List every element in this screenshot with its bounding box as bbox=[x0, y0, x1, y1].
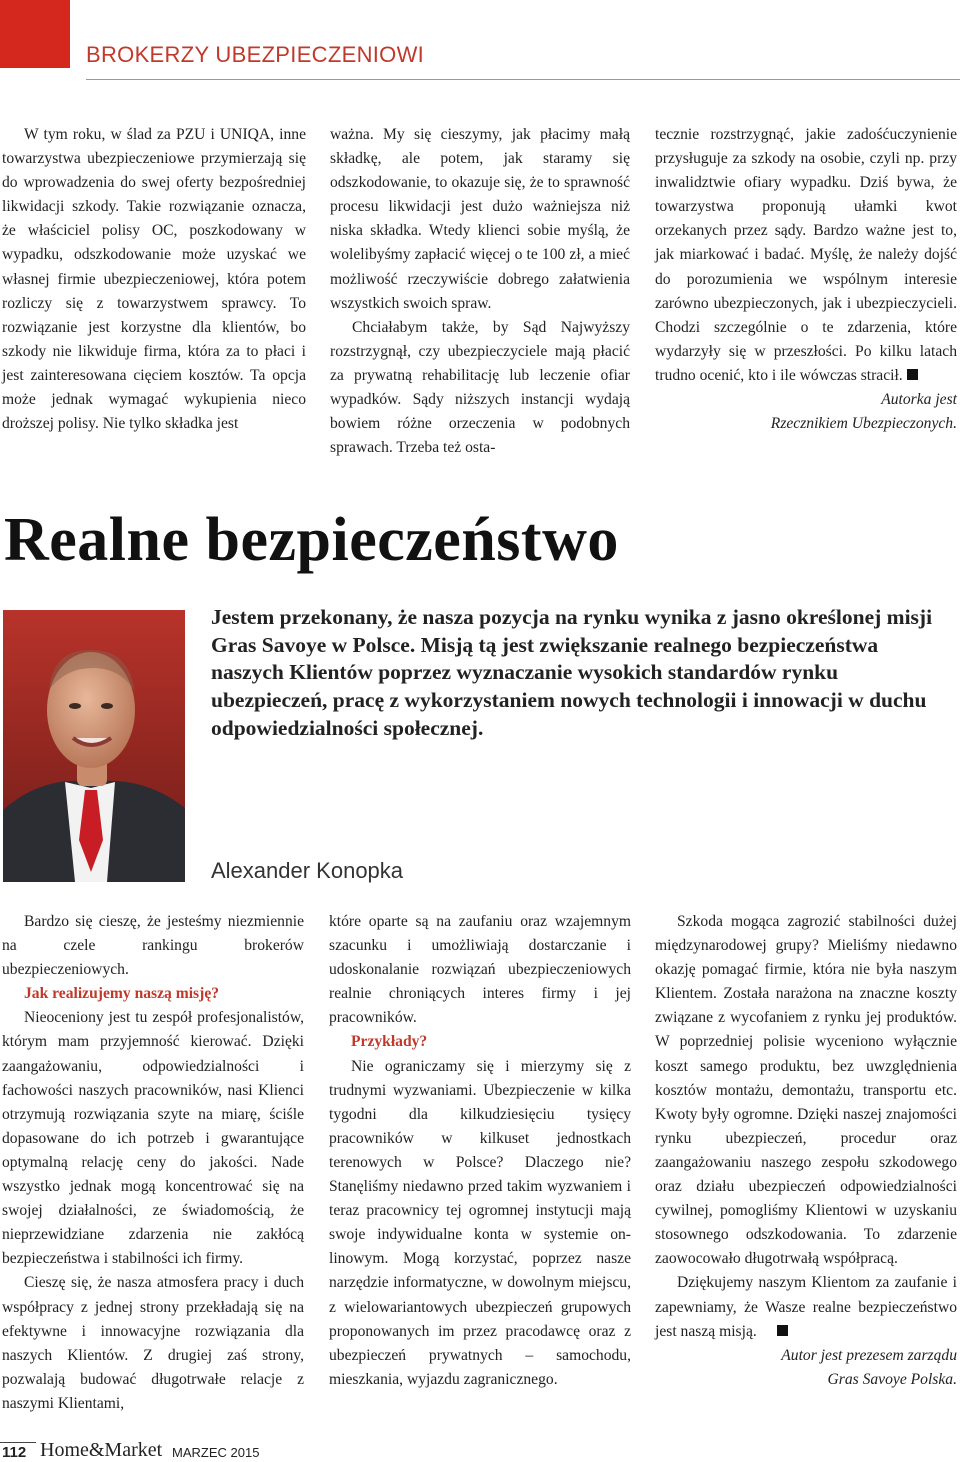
body-paragraph: Cieszę się, że nasza atmosfera pracy i duch współpracy z jednej strony przekładają się na efektywne i innowacyjne rozwiązania dla naszych Klientów. Z drugiej zaś strony, pozwalają budować długotrwałe relacje z naszymi Klientami, bbox=[2, 1274, 304, 1412]
page-number: 112 bbox=[2, 1444, 27, 1461]
footer-rule bbox=[0, 1442, 36, 1443]
top-col1-paragraph: W tym roku, w ślad za PZU i UNIQA, inne towarzystwa ubezpieczeniowe przymierzają się do wprowadzenia do swej oferty bezpośredniej likwidacji szkody. Takie rozwiązanie oznacza, że właściciel polisy OC, poszkodowany w wypadku, odszkodowanie może uzyskać we własnej firmie ubezpieczeniowej, która potem rozliczy się z towarzystwem sprawcy. To rozwiązanie jest korzystne dla klientów, bo szkody nie likwiduje firma, która za to płaci i jest zainteresowana cięciem kosztów. Ta opcja może jednak wymagać wykupienia nieco droższej polisy. Nie tylko składka jest bbox=[2, 126, 306, 433]
body-paragraph: Nieoceniony jest tu zespół profesjonalistów, którym mam przyjemność kierować. Dzięki zaangażowaniu, odpowiedzialności i fachowości naszych pracowników, nasi Klienci otrzymują rozwiązania szyte na miarę, ściśle dopasowane do ich potrzeb i gwarantujące optymalną relację ceny do jakości. Nade wszystko jednak mogą koncentrować się na swojej działalności, ze świadomością, że nieprzewidziane zdarzenia nie zakłócą bezpieczeństwa i stabilności ich firmy. bbox=[2, 1009, 304, 1268]
end-of-article-icon bbox=[907, 369, 918, 380]
body-paragraph: Nie ograniczamy się i mierzymy się z trudnymi wyzwaniami. Ubezpieczenie w kilka tygodni dla kilkudziesięciu tysięcy pracowników w kilkuset jednostkach terenowych w Polsce? Dlaczego nie? Stanęliśmy niedawno przed takim wyzwaniem i teraz pracownicy tej ogromnej instytucji mają swoje indywidualne konta w systemie on-linowym. Mogą korzystać, poprzez nasze narzędzie informatyczne, w dowolnym miejscu, z wielowariantowych ubezpieczeń grupowych proponowanych im przez pracodawcę oraz z ubezpieczeń prywatnych – samochodu, mieszkania, wyjazdu zagranicznego. bbox=[329, 1057, 631, 1388]
body-paragraph-last bbox=[655, 1271, 957, 1343]
top-column-3 bbox=[655, 123, 957, 436]
article-column-3 bbox=[655, 910, 957, 1392]
top-signature-2: Rzecznikiem Ubezpieczonych. bbox=[770, 415, 957, 433]
top-col3-paragraph bbox=[655, 123, 957, 388]
author-name: Alexander Konopka bbox=[211, 858, 404, 883]
article-headline: Realne bezpieczeństwo bbox=[4, 506, 619, 574]
issue-date: MARZEC 2015 bbox=[172, 1445, 260, 1460]
interview-question-2: Przykłady? bbox=[351, 1033, 428, 1051]
article-signature-2: Gras Savoye Polska. bbox=[827, 1370, 957, 1388]
top-col2-paragraph-1: ważna. My się cieszymy, jak płacimy małą składkę, ale potem, jak staramy się odszkodowanie, to okazuje się, że to sprawność procesu likwidacji jest dużo ważniejsza niż niska składka. Wtedy klienci sobie myślą, że wolelibyśmy zapłacić więcej o te 100 zł, a mieć możliwość rzeczywiście dobrego załatwienia wszystkich swoich spraw. bbox=[330, 126, 630, 312]
article-lead: Jestem przekonany, że nasza pozycja na rynku wynika z jasno określonej misji Gras Savoye w Polsce. Misją tą jest zwiększanie realnego bezpieczeństwa naszych Klientów poprzez wyznaczanie wysokich standardów rynku ubezpieczeń, pracę z wykorzystaniem nowych technologii i innowacji w duchu odpowiedzialności społecznej. bbox=[211, 605, 933, 740]
article-column-2 bbox=[329, 910, 631, 1392]
body-paragraph: Bardzo się cieszę, że jesteśmy niezmiennie na czele rankingu brokerów ubezpieczeniowych. bbox=[2, 913, 304, 979]
article-signature-1: Autor jest prezesem zarządu bbox=[781, 1346, 957, 1364]
section-label: BROKERZY UBEZPIECZENIOWI bbox=[86, 42, 425, 67]
top-column-2 bbox=[330, 123, 630, 460]
end-of-article-icon bbox=[777, 1325, 788, 1336]
author-photo bbox=[3, 610, 185, 882]
top-col3-text: tecznie rozstrzygnąć, jakie zadośćuczynienie przysługuje za szkody na osobie, czyli np. przy inwalidztwie ofiary wypadku. Dziś bywa, że towarzystwa proponują ułamki kwot orzekanych przez sądy. Bardzo ważne jest to, jak miarkować i badać. Myślę, że należy dojść do porozumienia we wspólnym interesie zarówno ubezpieczonych, jak i ubezpieczycieli. Chodzi szczególnie o te zdarzenia, które wydarzyły się w przeszłości. Po kilku latach trudno ocenić, kto i ile wówczas stracił. bbox=[655, 126, 957, 384]
header-rule bbox=[86, 79, 960, 80]
interview-question-1: Jak realizujemy naszą misję? bbox=[24, 985, 220, 1003]
body-paragraph: które oparte są na zaufaniu oraz wzajemnym szacunku i umożliwiają dostarczanie i udoskonalanie rozwiązań ubezpieczeniowych realnie chroniących interes firmy i jej pracowników. bbox=[329, 913, 631, 1027]
closing-text: Dziękujemy naszym Klientom za zaufanie i zapewniamy, że Wasze realne bezpieczeństwo jest naszą misją. bbox=[655, 1274, 957, 1340]
top-column-1 bbox=[2, 123, 306, 436]
body-paragraph: Szkoda mogąca zagrozić stabilności dużej międzynarodowej grupy? Mieliśmy niedawno okazję pomagać firmie, która nie była naszym Klientem. Została narażona na znaczne koszty związane z wycofaniem z rynku jej produktów. W poprzedniej polisie wyceniono wyłącznie koszt samego produktu, bez uwzględnienia kosztów montażu, demontażu, transportu etc. Kwoty były ogromne. Dzięki naszej znajomości rynku ubezpieczeń, procedur oraz zaangażowaniu naszego zespołu szkodowego oraz działu ubezpieczeń odpowiedzialności cywilnej, pomogliśmy Klientowi w uzyskaniu stosownego odszkodowania. To zdarzenie zaowocowało długotrwałą współpracą. bbox=[655, 913, 957, 1268]
article-column-1 bbox=[2, 910, 304, 1416]
section-color-block bbox=[0, 0, 70, 68]
magazine-logo: Home&Market bbox=[40, 1439, 163, 1461]
portrait-image bbox=[3, 610, 185, 882]
top-col2-paragraph-2: Chciałabym także, by Sąd Najwyższy rozstrzygnął, czy ubezpieczyciele mają płacić za prywatną rehabilitację lub leczenie ofiar wypadków. Sądy niższych instancji wydają bowiem różne orzeczenia w podobnych sprawach. Trzeba też osta- bbox=[330, 318, 630, 457]
top-signature-1: Autorka jest bbox=[881, 391, 957, 409]
